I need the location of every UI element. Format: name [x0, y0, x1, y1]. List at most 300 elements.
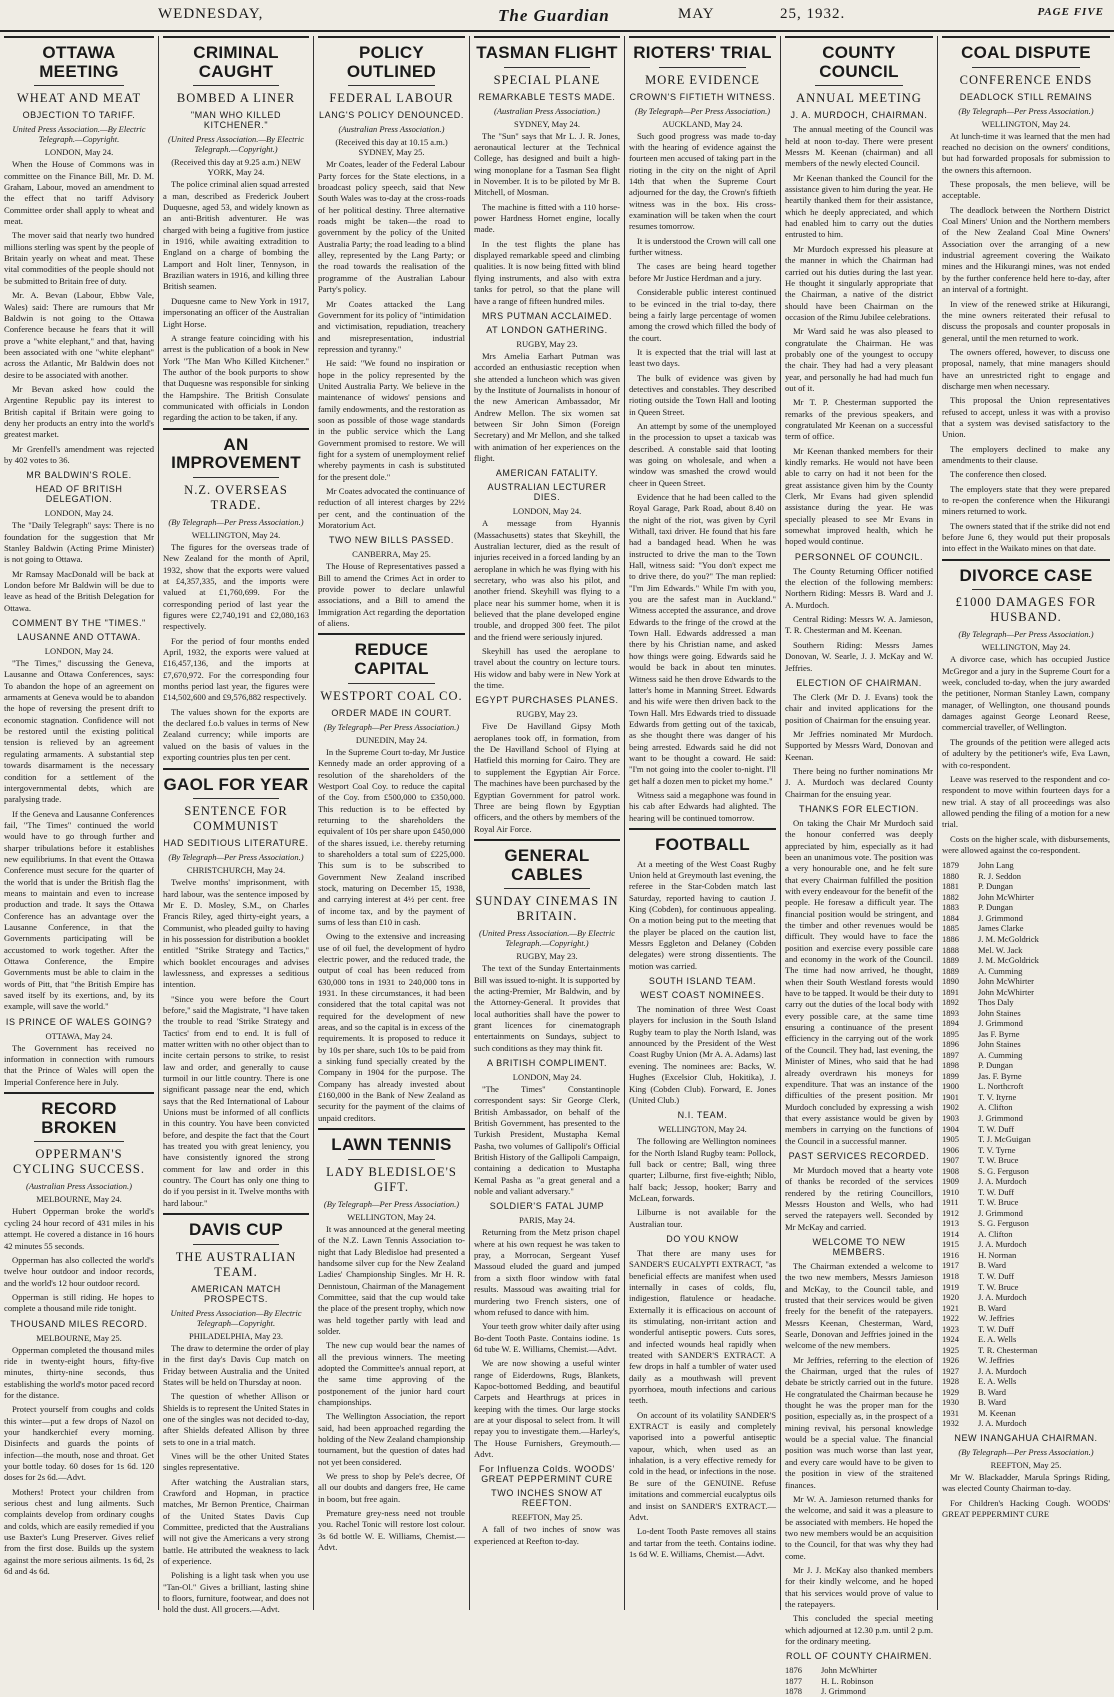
roll-name: J. Grimmond — [978, 1018, 1023, 1029]
article-paragraph: Your teeth grow whiter daily after using Bo-dent Tooth Paste. Contains iodine. 1s 6d tube W. E. Williams, Chemist.—Advt. — [474, 1321, 620, 1354]
article-subheading: THE AUSTRALIAN TEAM. — [175, 1249, 297, 1279]
article-subheading: COMMENT BY THE "TIMES." — [12, 618, 146, 629]
article-body — [474, 1084, 620, 1197]
roll-name: W. Jeffries — [978, 1355, 1015, 1366]
roll-name: P. Dungan — [978, 1060, 1013, 1071]
roll-year: 1878 — [785, 1686, 802, 1697]
roll-name: P. Dungan — [978, 881, 1013, 892]
roll-row — [942, 1218, 1110, 1229]
article-paragraph: The County Returning Officer notified the election of the following members: Northern Riding: Messrs B. Ward and J. A. Murdoch. — [785, 565, 933, 610]
masthead-date: 25, 1932. — [780, 6, 846, 22]
article-headline: REDUCE CAPITAL — [354, 640, 429, 679]
article-body — [318, 561, 465, 629]
article — [785, 804, 933, 1147]
article — [318, 36, 465, 531]
article-paragraph: Mr Keenan thanked the Council for the assistance given to him during the year. He heartily thanked them for their assistance, which he deeply appreciated, and which had enabled him to carry out the duties entrusted to him. — [785, 172, 933, 240]
roll-name: J. Grimmond — [978, 1207, 1023, 1218]
article-subheading: CROWN'S FIFTIETH WITNESS. — [629, 91, 776, 102]
article — [474, 1201, 620, 1460]
roll-row — [942, 1176, 1110, 1187]
article-subheading: DEADLOCK STILL REMAINS — [959, 91, 1093, 102]
article-subheading: N.I. TEAM. — [677, 1110, 728, 1121]
article-paragraph: Opperman completed the thousand miles ride in twenty-eight hours, fifty-five minutes, thirty-nine seconds, thus establishing the world's motor paced record for the distance. — [4, 1344, 154, 1400]
article-body — [629, 1136, 776, 1230]
article-dateline: WELLINGTON, May 24. — [981, 118, 1071, 129]
article-paragraph: Mr T. P. Chesterman supported the remarks of the previous speakers, and congratulated Mr Keenan on a successful term of office. — [785, 397, 933, 442]
roll-row — [942, 1303, 1110, 1314]
roll-year: 1890 — [942, 976, 959, 987]
article-subheading: CONFERENCE ENDS — [959, 72, 1093, 87]
masthead-month: MAY — [678, 6, 715, 22]
article-paragraph: Mr W. Blackadder, Marula Springs Riding, was elected County Chairman to-day. — [942, 1471, 1110, 1494]
article — [474, 311, 620, 464]
roll-name: J. M. McGoldrick — [978, 955, 1039, 966]
article-paragraph: A fall of two inches of snow was experienced at Reefton to-day. — [474, 1524, 620, 1546]
roll-row — [942, 1113, 1110, 1124]
article-dateline: CHRISTCHURCH, May 24. — [186, 865, 286, 876]
article — [163, 428, 309, 764]
roll-name: T. W. Bruce — [978, 1155, 1019, 1166]
article — [4, 1319, 154, 1578]
article-body — [474, 131, 620, 307]
article-body — [474, 721, 620, 834]
article-dateline: WELLINGTON, May 24. — [981, 642, 1071, 653]
article-paragraph: The Chairman extended a welcome to the two new members, Messrs Jamieson and McKay, to the Council table, and trusted that their services would be given freely for the benefit of the ratepayers. Messrs Keenan, Chesterman, Ward, Searle, Donovan and Jeffries joined in the welcome of the new members. — [785, 1260, 933, 1351]
article-body — [318, 159, 465, 531]
article-paragraph: The draw to determine the order of play in the first day's Davis Cup match on Friday between Australia and the United States will be held on Thursday at noon. — [163, 1342, 309, 1387]
roll-row — [942, 1355, 1110, 1366]
article-body — [163, 877, 309, 1209]
roll-year: 1891 — [942, 986, 959, 997]
article-subheading: LAUSANNE AND OTTAWA. — [17, 632, 141, 643]
roll-row — [942, 1334, 1110, 1345]
roll-row — [942, 1145, 1110, 1156]
roll-year: 1930 — [942, 1397, 959, 1408]
roll-name: A. Cumming — [978, 1049, 1023, 1060]
article-subheading: For Influenza Colds. WOODS' GREAT PEPPERMINT CURE — [479, 1464, 615, 1485]
article-body — [318, 1224, 465, 1554]
headline-rule — [504, 67, 590, 68]
article-subheading: WEST COAST NOMINEES. — [640, 990, 765, 1001]
roll-name: J. Grimmond — [978, 1113, 1023, 1123]
article-paragraph: If the Geneva and Lausanne Conferences fail, "The Times" continued the world would have to go through further and sharper tribulations before it establishes new equilibriums. In that event the Ottawa Conference must secure for the quarter of the world that is under the British flag the means to maintain and even to increase production and trade. It says the Ottawa Conference has an advantage over the Lausanne Conference, in that the Governments participating will be accustomed to work together. After the Ottawa Conference, the Empire Governments must be able to claim in the words of Pitt, that "the British Empire has saved itself by its exertions, and, by its example, will save the world." — [4, 808, 154, 1012]
roll-year: 1924 — [942, 1334, 959, 1345]
article-body — [4, 520, 154, 614]
article-subheading: HAD SEDITIOUS LITERATURE. — [163, 838, 309, 849]
roll-row — [942, 1197, 1110, 1208]
article — [942, 36, 1110, 555]
article-dateline: OTTAWA, May 24. — [45, 1030, 113, 1041]
headline-rule — [193, 85, 279, 86]
roll-row — [942, 1282, 1110, 1293]
article-paragraph: There being no further nominations Mr J. A. Murdoch was declared County Chairman for the ensuing year. — [785, 765, 933, 799]
article-headline: RIOTERS' TRIAL — [633, 43, 772, 62]
roll-name: J. M. McGoldrick — [978, 933, 1039, 944]
roll-name: H. L. Robinson — [821, 1675, 874, 1686]
article-paragraph: Mr J. J. McKay also thanked members for their kindly welcome, and he hoped that his services would prove of value to the ratepayers. — [785, 1564, 933, 1609]
article-dateline: WELLINGTON, May 24. — [347, 1211, 436, 1222]
roll-row — [942, 1208, 1110, 1219]
article-subheading: "MAN WHO KILLED KITCHENER." — [190, 110, 282, 131]
roll-row — [942, 1260, 1110, 1271]
masthead-day: WEDNESDAY, — [158, 6, 264, 22]
roll-row — [942, 1397, 1110, 1408]
roll-row — [942, 1134, 1110, 1145]
article-subheading: £1000 DAMAGES FOR HUSBAND. — [955, 595, 1097, 625]
article-credit: United Press Association.—By Electric Telegraph.—Copyright. — [12, 124, 146, 145]
article-body — [474, 351, 620, 464]
article-paragraph: Leave was reserved to the respondent and co-respondent to move within fourteen days for a new trial. A stay of all proceedings was also allowed pending the filing of a motion for a new trial. — [942, 773, 1110, 830]
article-paragraph: The "Daily Telegraph" says: There is no foundation for the suggestion that Mr Stanley Baldwin (Acting Prime Minister) is not going to Ottawa. — [4, 520, 154, 565]
article-body — [785, 692, 933, 800]
article-subheading: FEDERAL LABOUR — [329, 91, 454, 106]
article-subheading: J. A. MURDOCH, CHAIRMAN. — [790, 110, 928, 121]
column-6 — [780, 36, 937, 1697]
article-subheading: A BRITISH COMPLIMENT. — [486, 1058, 608, 1068]
roll-name: T. R. Chesterman — [978, 1344, 1038, 1355]
article-subheading: IS PRINCE OF WALES GOING? — [5, 1016, 153, 1027]
article-paragraph: This proposal the Union representatives refused to accept, unless it was with a proviso that a system was devised satisfactory to the Union. — [942, 395, 1110, 440]
article-headline: POLICY OUTLINED — [346, 43, 437, 81]
roll-name: John McWhirter — [978, 976, 1034, 987]
article-paragraph: Considerable public interest continued to be evinced in the trial to-day, there being a fairly large percentage of women among the crowd which filled the body of the court. — [629, 287, 776, 343]
article — [942, 860, 1110, 1429]
column-3 — [313, 36, 469, 1610]
roll-name: S. G. Ferguson — [978, 1165, 1029, 1176]
article-body — [163, 542, 309, 764]
article-paragraph: Twelve months' imprisonment, with hard labour, was the sentence imposed by Mr E. D. Mosley, S.M., on Charles Francis Riley, aged thirty-eight years, a Communist, who pleaded guilty to having in his possession for distribution a booklet entitled "Strike Strategy and Tactics," which booklet encourages and advises lawlessness, and expresses a seditious intention. — [163, 877, 309, 990]
roll-year: 1907 — [942, 1155, 959, 1166]
roll-year: 1923 — [942, 1323, 959, 1334]
article-paragraph: Mr Bevan asked how could the Argentine Republic pay its interest to British capital if Britain were going to deny her products an entry into the world's greatest market. — [4, 383, 154, 440]
roll-name: John Staines — [978, 1039, 1021, 1050]
roll-year: 1902 — [942, 1102, 959, 1113]
roll-year: 1888 — [942, 944, 959, 955]
article-dateline: REEFTON, May 25. — [990, 1459, 1062, 1470]
article-headline: COUNTY COUNCIL — [819, 43, 899, 81]
roll-year: 1892 — [942, 997, 959, 1008]
roll-year: 1921 — [942, 1302, 959, 1313]
article-paragraph: The deadlock between the Northern District Coal Miners' Union and the Northern members of the New Zealand Coal Mine Owners' Association over the arranging of a new industrial agreement covering the Waikato mines and the Hikurangi mines, was not ended by the further conference held here to-day, after an interval of a fortnight. — [942, 204, 1110, 295]
article-paragraph: "Since you were before the Court before," said the Magistrate, "I have taken the trouble to read 'Strike Strategy and Tactics' from end to end. It is full of matter written with no other object than to incite certain persons to strike, to resist law and order, and generally to cause turmoil in our little country. There is one significant passage near the end, which says that the Red International of Labour Unions must be informed of all conflicts in this country. You have been convicted before, and despite the fact that the Court has treated you with great leniency, you have consistently ignored the strong comment for law and order in this country. The Court has only one thing to do if you persist in it. Twelve months with hard labour." — [163, 993, 309, 1208]
roll-year: 1928 — [942, 1376, 959, 1387]
article-dateline: MELBOURNE, May 24. — [36, 1194, 122, 1205]
roll-row — [942, 1229, 1110, 1240]
roll-row — [942, 923, 1110, 934]
article-credit: (By Telegraph—Per Press Association.) — [168, 852, 304, 863]
roll-name: John McWhirter — [978, 891, 1034, 902]
roll-name: Thos Daly — [978, 997, 1014, 1008]
article-paragraph: The cases are being heard together before Mr Justice Herdman and a jury. — [629, 261, 776, 283]
article-headline: CRIMINAL CAUGHT — [193, 43, 279, 81]
article-dateline: (Received this day at 9.25 a.m.) NEW YORK, May 24. — [171, 157, 301, 178]
roll-name: P. Dungan — [978, 902, 1013, 913]
article-paragraph: The owners offered, however, to discuss one proposal, namely, that mine managers should have an unrestricted right to engage and discharge men when necessary. — [942, 346, 1110, 391]
roll-row — [942, 1092, 1110, 1103]
article-paragraph: Premature grey-ness need not trouble you. Rachel Tonic will restore lost colour. 3s 6d bottle W. E. Williams, Chemist.—Advt. — [318, 1508, 465, 1553]
article-subheading: N.Z. OVERSEAS TRADE. — [184, 482, 288, 512]
article — [785, 36, 933, 548]
roll-row — [942, 1050, 1110, 1061]
article-headline: TASMAN FLIGHT — [476, 43, 618, 62]
article-dateline: WELLINGTON, May 24. — [658, 1124, 747, 1135]
roll-name: James Clarke — [978, 923, 1024, 934]
column-1 — [0, 36, 158, 1610]
roll-row — [942, 1102, 1110, 1113]
roll-name: A. Clifton — [978, 1102, 1013, 1113]
article-paragraph: Lilburne is not available for the Australian tour. — [629, 1207, 776, 1229]
roll-row — [942, 1387, 1110, 1398]
article-headline: FOOTBALL — [655, 834, 750, 854]
roll-year: 1918 — [942, 1270, 959, 1281]
roll-name: John McWhirter — [821, 1665, 877, 1676]
roll-year: 1913 — [942, 1218, 959, 1229]
article-headline: DIVORCE CASE — [959, 565, 1093, 585]
article — [629, 976, 776, 1106]
roll-year: 1899 — [942, 1070, 959, 1081]
article-paragraph: The employers state that they were prepared to re-open the conference when the Hikurangi miners returned to work. — [942, 483, 1110, 517]
article-body — [942, 1472, 1110, 1520]
article — [474, 695, 620, 834]
article-subheading: THANKS FOR ELECTION. — [798, 803, 919, 814]
roll-year: 1908 — [942, 1165, 959, 1176]
article-subheading: EGYPT PURCHASES PLANES. — [475, 695, 619, 706]
roll-row — [942, 1271, 1110, 1282]
article-paragraph: Evidence that he had been called to the Royal Garage, Park Road, about 8.40 on the night of the riot, was given by Cyril Withall, taxi driver. He found that his fare had a bandaged head. When he was instructed to drive the man to the Town Hall, witness said: "You don't expect me to drive there, do you?" The man replied: "I'm Jim Edwards." While I'm with you, you are the safest man in Auckland." Witness accepted the assurance, and drove Edwards to the fringe of the crowd at the Town Hall. Edwards addressed a man there by his Christian name, and asked how things were going. Edwards said he would be back in about ten minutes. Witness said he then drove Edwards to the latter's home in Manning Street. Edwards and his wife were then driven back to the Town Hall. Mrs Edwards tried to dissuade Edwards from getting out of the taxicab, as she thought there was danger of his being arrested. Edwards said he did not want to be thought a coward. He said: "I'm not going into the cooler to-night. I'll get half a dozen men to picket my home." — [629, 492, 776, 786]
article-paragraph: The conference then closed. — [950, 469, 1047, 480]
article-paragraph: The annual meeting of the Council was held at noon to-day. There were present Messrs M. Keenan (chairman) and all members of the newly elected Council. — [785, 124, 933, 169]
roll-year: 1909 — [942, 1176, 959, 1187]
article-paragraph: Mr Jeffries nominated Mr Murdoch. Supported by Messrs Ward, Donovan and Keenan. — [785, 728, 933, 762]
article-paragraph: The question of whether Allison or Shields is to represent the United States in one of the singles was not decided to-day, after Shields defeated Allison by three sets to one in a trial match. — [163, 1391, 309, 1447]
roll-name: R. J. Seddon — [978, 870, 1021, 881]
article-paragraph: It is expected that the trial will last at least two days. — [629, 346, 776, 369]
roll-name: T. J. McGuigan — [978, 1134, 1031, 1145]
article-paragraph: Five De Havilland Gipsy Moth aeroplanes took off, in formation, from the De Havilland School of Flying at Hatfield this morning for Cairo. They are to supplement the Egyptian Air Force. The machines have been purchased by the Egyptian Government for patrol work. Three are being flown by Egyptian officers, and the others by members of the Royal Air Force. — [474, 721, 620, 834]
article-paragraph: On account of its volatility SANDER'S EXTRACT is easily and completely vaporised into a powerful antiseptic vapour, which, when used as an inhalation, is a very effective remedy for cold in the head, or infections in the nose. Be sure of the GENUINE. Refuse imitations and commercial eucalyptus oils and insist on SANDER'S EXTRACT.—Advt. — [629, 1409, 776, 1522]
roll-name: A. Clifton — [978, 1228, 1013, 1239]
article-paragraph: The bulk of evidence was given by detectives and constables. They described rioting outside the Town Hall and looting in Queen Street. — [629, 372, 776, 417]
article-subheading: WESTPORT COAL CO. — [320, 688, 463, 703]
roll-year: 1931 — [942, 1407, 959, 1418]
column-5 — [624, 36, 780, 1610]
roll-row — [942, 966, 1110, 977]
article-credit: (Australian Press Association.) — [25, 1181, 132, 1192]
roll-year: 1917 — [942, 1260, 959, 1271]
article-body — [629, 1248, 776, 1560]
roll-row — [942, 1039, 1110, 1050]
roll-name: H. Norman — [978, 1249, 1017, 1260]
article-body — [785, 1261, 933, 1647]
article-paragraph: Duquesne came to New York in 1917, impersonating an officer of the Australian Light Horse. — [163, 295, 309, 329]
article-dateline: LONDON, May 24. — [44, 508, 114, 519]
article-subheading: SPECIAL PLANE — [493, 72, 601, 87]
article-headline: OTTAWA MEETING — [39, 43, 119, 81]
article-credit: (Australian Press Association.) — [338, 124, 445, 135]
headline-rule — [348, 1159, 435, 1160]
article-paragraph: Mothers! Protect your children from serious chest and lung ailments. Such complaints develop from ordinary coughs and colds, which are easily remedied if you use Baxter's Lung Preserver. Gives relief from the first dose. Builds up the system against the more serious ailments. 1s 6d, 2s 6d and 4s 6d. — [4, 1486, 154, 1577]
article-credit: (By Telegraph—Per Press Association.) — [958, 629, 1094, 640]
article-paragraph: Mr Coates advocated the continuance of reduction of all interest charges by 22½ per cent, and the continuation of the Moratorium Act. — [318, 486, 465, 531]
article — [629, 1234, 776, 1560]
article-headline: AN IMPROVEMENT — [171, 434, 301, 473]
article-subheading: ELECTION OF CHAIRMAN. — [796, 677, 922, 688]
page-number: PAGE FIVE — [1037, 6, 1104, 18]
article-paragraph: "The Times," discussing the Geneva, Lausanne and Ottawa Conferences, says: To abandon the hope of an agreement on armaments at Geneva would be to abandon the hope of reversing the present drift to economic stagnation. Confidence will not be restored until the existing political tension is relieved by an agreement regulating armaments. A substantial step towards disarmament is the necessary condition for a settlement of the intergovernmental debts, which are paralysing trade. — [4, 658, 154, 805]
column-7 — [937, 36, 1114, 1610]
roll-year: 1880 — [942, 870, 959, 881]
article-paragraph: Mr Keenan thanked members for their kindly remarks. He would not have been able to carry on had it not been for the great assistance given him by the County Clerk, Mr Evans had given splendid assistance during the year. He was specially pleased to see Mr Evans in somewhat improved health, which he hoped would continue. — [785, 445, 933, 547]
roll-row — [942, 1081, 1110, 1092]
article-headline: GENERAL CABLES — [504, 845, 590, 884]
article-paragraph: The police criminal alien squad arrested a man, described as Frederick Joubert Duquesne, aged 53, and widely known as an anti-British adventurer. He was charged with being a fugitive from justice in 1916, while awaiting extradition to England on a charge of bombing the Lamport and Holt liner, Tennyson, in Brazilian waters in 1916, and killing three British seamen. — [163, 179, 309, 292]
roll-row — [942, 1008, 1110, 1019]
roll-row — [942, 945, 1110, 956]
roll-row — [942, 1418, 1110, 1429]
roll-name: B. Ward — [978, 1397, 1006, 1408]
article-credit: (By Telegraph—Per Press Association.) — [634, 105, 771, 116]
article-paragraph: Skeyhill has used the aeroplane to travel about the country on lecture tours. His widow and baby were in New York at the time. — [474, 646, 620, 691]
article — [629, 828, 776, 972]
article-dateline: RUGBY, May 23. — [516, 951, 578, 962]
article — [942, 559, 1110, 857]
article-subheading: OBJECTION TO TARIFF. — [22, 110, 136, 121]
headline-rule — [193, 1244, 279, 1245]
article-dateline: PHILADELPHIA, May 23. — [189, 1330, 283, 1341]
roll-year: 1926 — [942, 1355, 959, 1366]
article-body — [4, 658, 154, 1013]
article-body — [785, 818, 933, 1147]
article — [474, 839, 620, 1054]
article-paragraph: In view of the renewed strike at Hikurangi, the mine owners reiterated their refusal to discuss the proposals and counter proposals in general, until the men returned to work. — [942, 298, 1110, 343]
article-subheading: SOLDIER'S FATAL JUMP — [489, 1201, 605, 1212]
roll-year: 1879 — [942, 860, 959, 871]
roll-row — [942, 1408, 1110, 1419]
article-subheading: HEAD OF BRITISH DELEGATION. — [35, 484, 123, 505]
article-paragraph: It was announced at the general meeting of the N.Z. Lawn Tennis Association to-night that Lady Bledisloe had presented a handsome silver cup for the New Zealand Ladies' Championship Singles. Mr H. R. Dennistoun, Chairman of the Management Committee, said that the cup would take the place of the present trophy, which now was held together partly with lead and solder. — [318, 1223, 465, 1336]
roll-year: 1905 — [942, 1134, 959, 1145]
roll-row — [942, 1060, 1110, 1071]
roll-year: 1897 — [942, 1049, 959, 1060]
article-headline: GAOL FOR YEAR — [163, 774, 309, 794]
article-subheading: MORE EVIDENCE — [645, 72, 760, 87]
roll-name: T. V. Tyrne — [978, 1144, 1016, 1155]
roll-name: T. W. Duff — [978, 1123, 1015, 1134]
article-credit: (By Telegraph—Per Press Association.) — [958, 1446, 1094, 1457]
headline-rule — [815, 85, 903, 86]
article-subheading: TWO INCHES SNOW AT REEFTON. — [491, 1488, 603, 1509]
article-paragraph: Opperman is still riding. He hopes to complete a thousand mile ride tonight. — [4, 1291, 154, 1314]
article-paragraph: Mr Murdoch moved that a hearty vote of thanks be recorded of the services rendered by the retiring Councillors, Messrs Houston and Wells, who had served the ratepayers well. Seconded by Mr McKay and carried. — [785, 1164, 933, 1232]
article-paragraph: Witness said a megaphone was found in his cab after Edwards had alighted. The hearing will be continued tomorrow. — [629, 789, 776, 823]
roll-row — [785, 1665, 933, 1676]
article-paragraph: The values shown for the exports are the declared f.o.b values in terms of New Zealand currency; while imports are valued on the basis of values in the exporting countries plus ten per cent. — [163, 706, 309, 763]
article-dateline: RUGBY, May 23. — [516, 338, 578, 349]
article-dateline: CANBERRA, May 25. — [352, 549, 431, 560]
roll-row — [942, 1250, 1110, 1261]
roll-row — [942, 902, 1110, 913]
article-paragraph: Mr W. A. Jamieson returned thanks for the welcome, and said it was a pleasure to be associated with members. He hoped the two new members would be an acquisition to the Council, for that was why they had come. — [785, 1493, 933, 1561]
column-2 — [158, 36, 313, 1615]
article-subheading: ROLL OF COUNTY CHAIRMEN. — [786, 1651, 932, 1662]
article-paragraph: For the period of four months ended April, 1932, the exports were valued at £16,457,136, and the imports at £7,670,972. For the corresponding four months period last year, the figures were £14,502,600 and £9,576,882 respectively. — [163, 635, 309, 703]
roll-year: 1927 — [942, 1365, 959, 1376]
article-paragraph: The "Sun" says that Mr L. J. R. Jones, aeronautical lecturer at the Technical College, has designed and built a high-wing monoplane for a Tasman Sea flight in November. It is to be piloted by Mr B. Mitchell, of Mosman. — [474, 130, 620, 198]
column-4 — [469, 36, 624, 1610]
roll-name: T. W. Duff — [978, 1186, 1015, 1197]
article-paragraph: The following are Wellington nominees for the North Island Rugby team: Pollock, full back or centre; Ball, wing three quarter; Lilburne, first five-eighth; Niblo, half back; Jessop, hooker; Barry and McLean, forwards. — [629, 1136, 776, 1203]
roll-name: T. W. Bruce — [978, 1281, 1019, 1292]
article-subheading: SOUTH ISLAND TEAM. — [648, 976, 757, 987]
article-paragraph: Costs on the higher scale, with disbursements, were allowed against the co-respondent. — [942, 833, 1110, 855]
article-subheading: SUNDAY CINEMAS IN BRITAIN. — [475, 894, 619, 924]
article-subheading: LANG'S POLICY DENOUNCED. — [319, 110, 464, 121]
article-dateline: MELBOURNE, May 25. — [36, 1332, 122, 1343]
roll-name: Mel. W. Jack — [978, 944, 1023, 955]
article-body — [163, 1343, 309, 1616]
roll-year: 1883 — [942, 902, 959, 913]
roll-year: 1889 — [942, 965, 959, 976]
article-paragraph: The new cup would bear the names of all the previous winners. The meeting adopted the Committee's annual report, at the same time approving of the postponement of the junior hard court championships. — [318, 1340, 465, 1407]
roll-name: John McWhirter — [978, 986, 1034, 997]
article-body — [4, 159, 154, 466]
roll-name: T. W. Duff — [978, 1323, 1015, 1334]
article-dateline: LONDON, May 24. — [44, 147, 114, 158]
roll-year: 1900 — [942, 1081, 959, 1092]
roll-name: E. A. Wells — [978, 1334, 1017, 1345]
article-subheading: MRS PUTMAN ACCLAIMED. — [481, 310, 613, 321]
roll-row — [942, 1366, 1110, 1377]
article-credit: (By Telegraph—Per Press Association.) — [323, 1198, 460, 1209]
article-subheading: WHEAT AND MEAT — [16, 91, 142, 106]
article-dateline: (Received this day at 10.15 a.m.) SYDNEY, May 25. — [335, 137, 448, 158]
article-paragraph: At lunch-time it was learned that the men had reached no decision on the owners' conditions, but had forwarded proposals for submission to the owners this afternoon. — [942, 130, 1110, 175]
article-paragraph: Lo-dent Tooth Paste removes all stains and tartar from the teeth. Contains iodine. 1s 6d W. E. Williams, Chemist.—Advt. — [629, 1526, 776, 1559]
article-paragraph: The Wellington Association, the report said, had been approached regarding the holding of the New Zealand championship tournament, but the question of dates had not yet been considered. — [318, 1411, 465, 1467]
roll-row — [942, 1345, 1110, 1356]
article-paragraph: After watching the Australian stars, Crawford and Hopman, in practice matches, Mr Bernon Prentice, Chairman of the United States Davis Cup Committee, predicted that the Australians will not give the Americans a very strong battle. He attributed the weakness to lack of experience. — [163, 1476, 309, 1567]
article-subheading: WELCOME TO NEW MEMBERS. — [812, 1236, 906, 1257]
roll-name: S. G. Ferguson — [978, 1218, 1029, 1229]
article — [474, 36, 620, 307]
roll-name: B. Ward — [978, 1386, 1006, 1397]
article-subheading: TWO NEW BILLS PASSED. — [329, 535, 454, 546]
article-subheading: ORDER MADE IN COURT. — [331, 707, 452, 718]
roll-name: T. W. Duff — [978, 1270, 1015, 1281]
article-paragraph: Mr Coates, leader of the Federal Labour Party forces for the State elections, in a broadcast policy speech, said that New South Wales was to-day at the cross-roads of her political destiny. Three alternative roads might be taken—the road to government by the policy of the United Australia Party; the road leading to a blind alley, represented by the Lang Party; or the road towards the realisation of the programme of the Australian Labour Party's policy. — [318, 159, 465, 295]
headline-rule — [34, 85, 124, 86]
roll-name: B. Ward — [978, 1302, 1006, 1313]
article-paragraph: Returning from the Metz prison chapel where at his own request he was taken to pray, a Morrocan, Sergeant Yusef Massoud eluded the guard and jumped from a sixth floor window with fatal results. Massoud was awaiting trial for murdering two French sisters, one of whom refused to dance with him. — [474, 1227, 620, 1317]
article-paragraph: The text of the Sunday Entertainments Bill was issued to-night. It is supported by the acting-Premier, Mr Baldwin, and by the Attorney-General. It provides that local authorities shall have the power to grant licences for cinematograph entertainments on Sundays, subject to such conditions as they may think fit. — [474, 963, 620, 1053]
article-subheading: MR BALDWIN'S ROLE. — [26, 470, 132, 481]
article-paragraph: In the test flights the plane has displayed remarkable speed and climbing qualities. It is now being fitted with blind flying instruments, and also with extra tanks for petrol, so that the plane will have a range of fifteen hundred miles. — [474, 238, 620, 306]
roll-row — [942, 1155, 1110, 1166]
article-dateline: LONDON, May 24. — [512, 506, 582, 517]
article-paragraph: On taking the Chair Mr Murdoch said the honour conferred was deeply appreciated by him, especially as it had been an unanimous vote. The position was a very honourable one, and he felt sure that every Chairman fulfilled the position with every endeavour for the benefit of the people. He foresaw a difficult year. The financial position would be stringent, and the timber and other revenues would be difficult. They would have to face the position and exercise every possible care and economy in the work of the Council. The time had now arrived, he thought, when their South Westland forests would have to be tapped. It would be their duty to carry out the duties of the local body with every possible care, at the same time ensuring a continuance of the present efficiency in the carrying out of the work of the Council. They had, last evening, the Minister of Mines, who said that he had already overdrawn his moneys for expenditure. That was an instance of the difficulties of the present position. Mr Murdoch concluded by expressing a wish that every assistance would be given by members in carrying on the functions of the Council in a successful manner. — [785, 817, 933, 1146]
article-paragraph: Southern Riding: Messrs James Donovan, W. Searle, J. J. McKay and W. Jeffries. — [785, 639, 933, 673]
article-paragraph: Such good progress was made to-day with the hearing of evidence against the fourteen men accused of taking part in the rioting in the city on the night of April 14th that when the Supreme Court adjourned for the day, the Crown's fiftieth witness was in the box. His cross-examination will be taken when the court resumes tomorrow. — [629, 130, 776, 232]
roll-row — [942, 1292, 1110, 1303]
roll-year: 1904 — [942, 1123, 959, 1134]
article — [629, 1110, 776, 1230]
article-dateline: REEFTON, May 25. — [511, 1512, 583, 1523]
article-subheading: ANNUAL MEETING — [796, 91, 922, 106]
article-credit: (By Telegraph—Per Press Association.) — [323, 721, 460, 732]
roll-name: John Lang — [978, 860, 1014, 871]
roll-name: E. A. Wells — [978, 1376, 1017, 1387]
roll-row — [942, 987, 1110, 998]
